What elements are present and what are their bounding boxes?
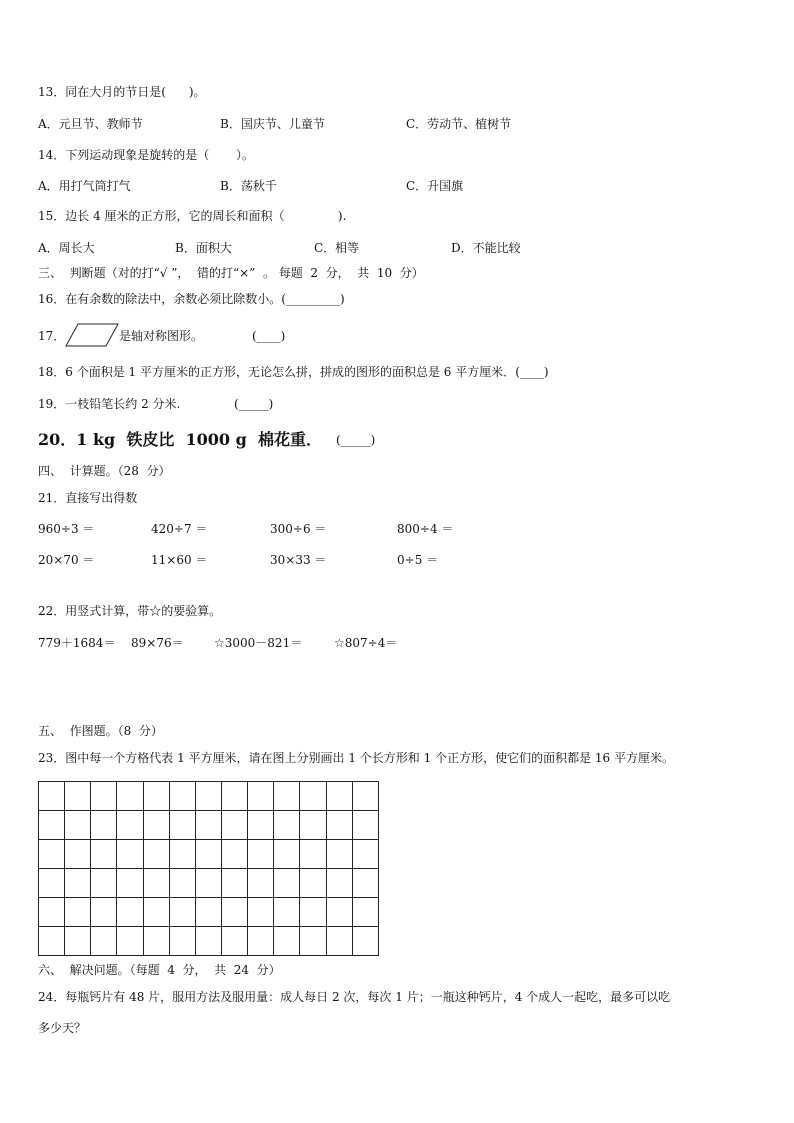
grid-cell <box>352 869 378 898</box>
q15-option-b: B．面积大 <box>175 241 232 255</box>
grid-cell <box>91 811 117 840</box>
q21-item: 30×33 ＝ <box>270 553 327 567</box>
grid-cell <box>169 840 195 869</box>
grid-cell <box>117 869 143 898</box>
grid-cell <box>326 782 352 811</box>
q17-text: 是轴对称图形。 <box>119 329 204 343</box>
grid-cell <box>169 782 195 811</box>
q17-blank: (____) <box>252 329 286 343</box>
grid-cell <box>39 927 65 956</box>
grid-cell <box>65 782 91 811</box>
grid-cell <box>274 869 300 898</box>
q15-option-d: D．不能比较 <box>451 241 521 255</box>
grid-cell <box>117 927 143 956</box>
grid-cell <box>39 840 65 869</box>
grid-cell <box>91 782 117 811</box>
grid-cell <box>39 811 65 840</box>
grid-cell <box>65 927 91 956</box>
q20: 20．1 kg 铁皮比 1000 g 棉花重． <box>38 430 322 449</box>
grid-cell <box>274 840 300 869</box>
q15-stem: 15．边长 4 厘米的正方形，它的周长和面积（ ). <box>38 209 347 223</box>
section-4-heading: 四、 计算题。（28 分） <box>38 464 171 478</box>
section-6-heading: 六、 解决问题。（每题 4 分， 共 24 分） <box>38 963 281 977</box>
grid-cell <box>326 811 352 840</box>
q21-item: 420÷7 ＝ <box>151 522 208 536</box>
grid-cell <box>65 840 91 869</box>
grid-cell <box>300 782 326 811</box>
grid-cell <box>117 840 143 869</box>
q18: 18．6 个面积是 1 平方厘米的正方形，无论怎么拼，拼成的图形的面积总是 6 平方厘米．(____) <box>38 365 549 379</box>
q16: 16．在有余数的除法中，余数必须比除数小。(_________) <box>38 292 345 306</box>
grid-cell <box>169 927 195 956</box>
grid-cell <box>39 869 65 898</box>
grid-cell <box>352 782 378 811</box>
grid-cell <box>169 898 195 927</box>
grid-cell <box>274 811 300 840</box>
q24-line-1: 24．每瓶钙片有 48 片，服用方法及服用量：成人每日 2 次，每次 1 片；一瓶这种钙片，4 个成人一起吃，最多可以吃 <box>38 990 671 1004</box>
grid-cell <box>143 869 169 898</box>
q23: 23．图中每一个方格代表 1 平方厘米，请在图上分别画出 1 个长方形和 1 个正方形，使它们的面积都是 16 平方厘米。 <box>38 751 674 765</box>
grid-cell <box>169 869 195 898</box>
grid-cell <box>352 927 378 956</box>
grid-cell <box>39 898 65 927</box>
section-3-heading: 三、 判断题（对的打“√ ”， 错的打“×” 。 每题 2 分， 共 10 分） <box>38 266 424 280</box>
q21-item: 960÷3 ＝ <box>38 522 95 536</box>
grid-cell <box>195 898 221 927</box>
q22-item: 89×76＝ <box>131 636 184 650</box>
grid-cell <box>143 927 169 956</box>
grid-cell <box>221 840 247 869</box>
q15-option-c: C．相等 <box>314 241 360 255</box>
section-5-heading: 五、 作图题。（8 分） <box>38 724 163 738</box>
grid-cell <box>300 840 326 869</box>
grid-row <box>39 840 379 869</box>
grid-cell <box>143 811 169 840</box>
grid-cell <box>221 927 247 956</box>
grid-cell <box>352 898 378 927</box>
grid-cell <box>91 927 117 956</box>
grid-cell <box>326 869 352 898</box>
q22-item: ☆807÷4＝ <box>334 636 398 650</box>
grid-cell <box>248 782 274 811</box>
grid-cell <box>352 811 378 840</box>
grid-cell <box>91 898 117 927</box>
grid-cell <box>143 840 169 869</box>
grid-cell <box>300 811 326 840</box>
grid-cell <box>300 927 326 956</box>
q21-item: 20×70 ＝ <box>38 553 95 567</box>
grid-cell <box>248 927 274 956</box>
q21-item: 800÷4 ＝ <box>397 522 454 536</box>
q22-stem: 22．用竖式计算，带☆的要验算。 <box>38 604 222 618</box>
q22-item: 779＋1684＝ <box>38 636 116 650</box>
grid-cell <box>326 840 352 869</box>
grid-cell <box>143 898 169 927</box>
grid-cell <box>274 927 300 956</box>
q21-stem: 21．直接写出得数 <box>38 491 138 505</box>
q13-option-a: A．元旦节、教师节 <box>38 117 143 131</box>
grid-cell <box>352 840 378 869</box>
q20-blank: (_____) <box>336 433 376 447</box>
grid-cell <box>195 782 221 811</box>
grid-cell <box>169 811 195 840</box>
grid-cell <box>221 782 247 811</box>
q21-item: 0÷5 ＝ <box>397 553 439 567</box>
parallelogram-figure <box>64 322 120 348</box>
q14-option-b: B．荡秋千 <box>220 179 277 193</box>
grid-row <box>39 869 379 898</box>
grid-row <box>39 898 379 927</box>
q21-item: 300÷6 ＝ <box>270 522 327 536</box>
grid-cell <box>65 869 91 898</box>
q22-item: ☆3000－821＝ <box>214 636 303 650</box>
grid-row <box>39 927 379 956</box>
grid-cell <box>117 782 143 811</box>
grid-cell <box>195 869 221 898</box>
grid-cell <box>248 869 274 898</box>
square-grid <box>38 781 379 956</box>
grid-cell <box>117 898 143 927</box>
grid-cell <box>248 811 274 840</box>
grid-row <box>39 782 379 811</box>
grid-cell <box>39 782 65 811</box>
q17-number: 17． <box>38 329 66 343</box>
grid-cell <box>143 782 169 811</box>
q21-item: 11×60 ＝ <box>151 553 208 567</box>
q14-option-c: C．升国旗 <box>406 179 464 193</box>
grid-cell <box>300 898 326 927</box>
grid-cell <box>221 811 247 840</box>
grid-cell <box>221 869 247 898</box>
q13-option-c: C．劳动节、植树节 <box>406 117 512 131</box>
grid-cell <box>326 898 352 927</box>
grid-cell <box>274 898 300 927</box>
grid-cell <box>221 898 247 927</box>
grid-cell <box>91 869 117 898</box>
q24-line-2: 多少天？ <box>38 1021 87 1035</box>
grid-cell <box>65 898 91 927</box>
q13-option-b: B．国庆节、儿童节 <box>220 117 325 131</box>
q14-stem: 14．下列运动现象是旋转的是（ ）。 <box>38 148 254 162</box>
q19-blank: (_____) <box>234 397 274 411</box>
q19: 19．一枝铅笔长约 2 分米. <box>38 397 181 411</box>
q14-option-a: A．用打气筒打气 <box>38 179 131 193</box>
grid-cell <box>300 869 326 898</box>
grid-cell <box>248 898 274 927</box>
q13-stem: 13．同在大月的节日是( )。 <box>38 85 206 99</box>
grid-cell <box>195 811 221 840</box>
grid-cell <box>195 927 221 956</box>
grid-cell <box>274 782 300 811</box>
grid-cell <box>248 840 274 869</box>
grid-cell <box>195 840 221 869</box>
grid-cell <box>65 811 91 840</box>
grid-row <box>39 811 379 840</box>
grid-cell <box>326 927 352 956</box>
grid-cell <box>117 811 143 840</box>
q15-option-a: A．周长大 <box>38 241 95 255</box>
grid-cell <box>91 840 117 869</box>
